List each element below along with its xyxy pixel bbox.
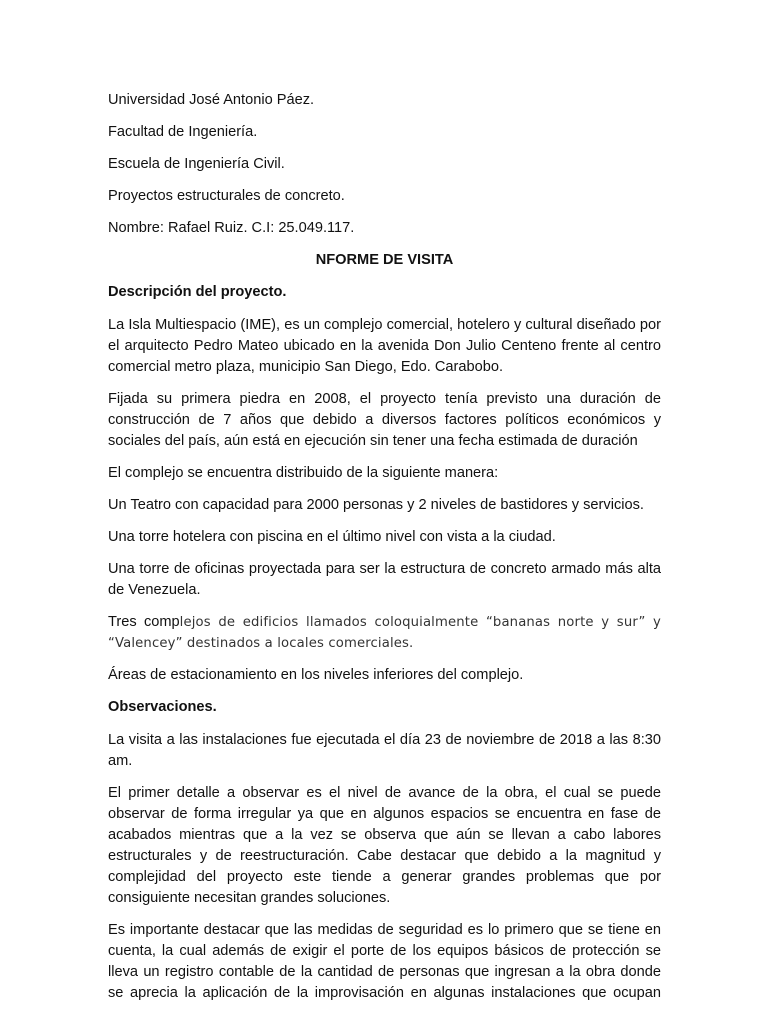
student-info: Nombre: Rafael Ruiz. C.I: 25.049.117. [108,220,355,236]
paragraph: El primer detalle a observar es el nivel de avance de la obra, el cual se puede observar de forma irregular ya que en algunos espacios se encuentra en fase de acabados mientras que a la vez se observa que aún se llevan a cabo labores estructurales y de reestructuración. Cabe destacar que debido a la magnitud y complejidad del proyecto este tiende a generar grandes problemas que por consiguiente necesitan grandes soluciones. [108,785,661,906]
paragraph: La Isla Multiespacio (IME), es un complejo comercial, hotelero y cultural diseñado por el arquitecto Pedro Mateo ubicado en la avenida Don Julio Centeno frente al centro comercial metro plaza, municipio San Diego, Edo. Carabobo. [108,317,661,375]
paragraph: Fijada su primera piedra en 2008, el proyecto tenía previsto una duración de construcción de 7 años que debido a diversos factores políticos económicos y sociales del país, aún está en ejecución sin tener una fecha estimada de duración [108,391,661,449]
section-heading-description: Descripción del proyecto. [108,284,287,300]
paragraph [108,612,661,654]
faculty-name: Facultad de Ingeniería. [108,124,258,140]
section-heading-observations: Observaciones. [108,699,217,715]
text-span: Tres comp [108,614,180,630]
university-name: Universidad José Antonio Páez. [108,92,315,108]
paragraph: Una torre de oficinas proyectada para ser la estructura de concreto armado más alta de Venezuela. [108,561,661,598]
document-title: NFORME DE VISITA [315,252,454,268]
paragraph: Una torre hotelera con piscina en el último nivel con vista a la ciudad. [108,529,556,545]
document-page [108,90,661,1015]
text-span: lejos de edificios llamados coloquialmente “bananas norte y sur” y “Valencey” destinados a locales comerciales. [108,615,661,651]
paragraph: El complejo se encuentra distribuido de la siguiente manera: [108,465,499,481]
school-name: Escuela de Ingeniería Civil. [108,156,285,172]
paragraph: Un Teatro con capacidad para 2000 personas y 2 niveles de bastidores y servicios. [108,497,644,513]
paragraph: Áreas de estacionamiento en los niveles inferiores del complejo. [108,667,524,683]
paragraph: Es importante destacar que las medidas de seguridad es lo primero que se tiene en cuenta, la cual además de exigir el porte de los equipos básicos de protección se lleva un registro contable de la cantidad de personas que ingresan a la obra donde se aprecia la aplicación de la improvisación en algunas instalaciones que ocupan [108,922,661,1001]
paragraph: La visita a las instalaciones fue ejecutada el día 23 de noviembre de 2018 a las 8:30 am. [108,732,661,769]
course-name: Proyectos estructurales de concreto. [108,188,345,204]
